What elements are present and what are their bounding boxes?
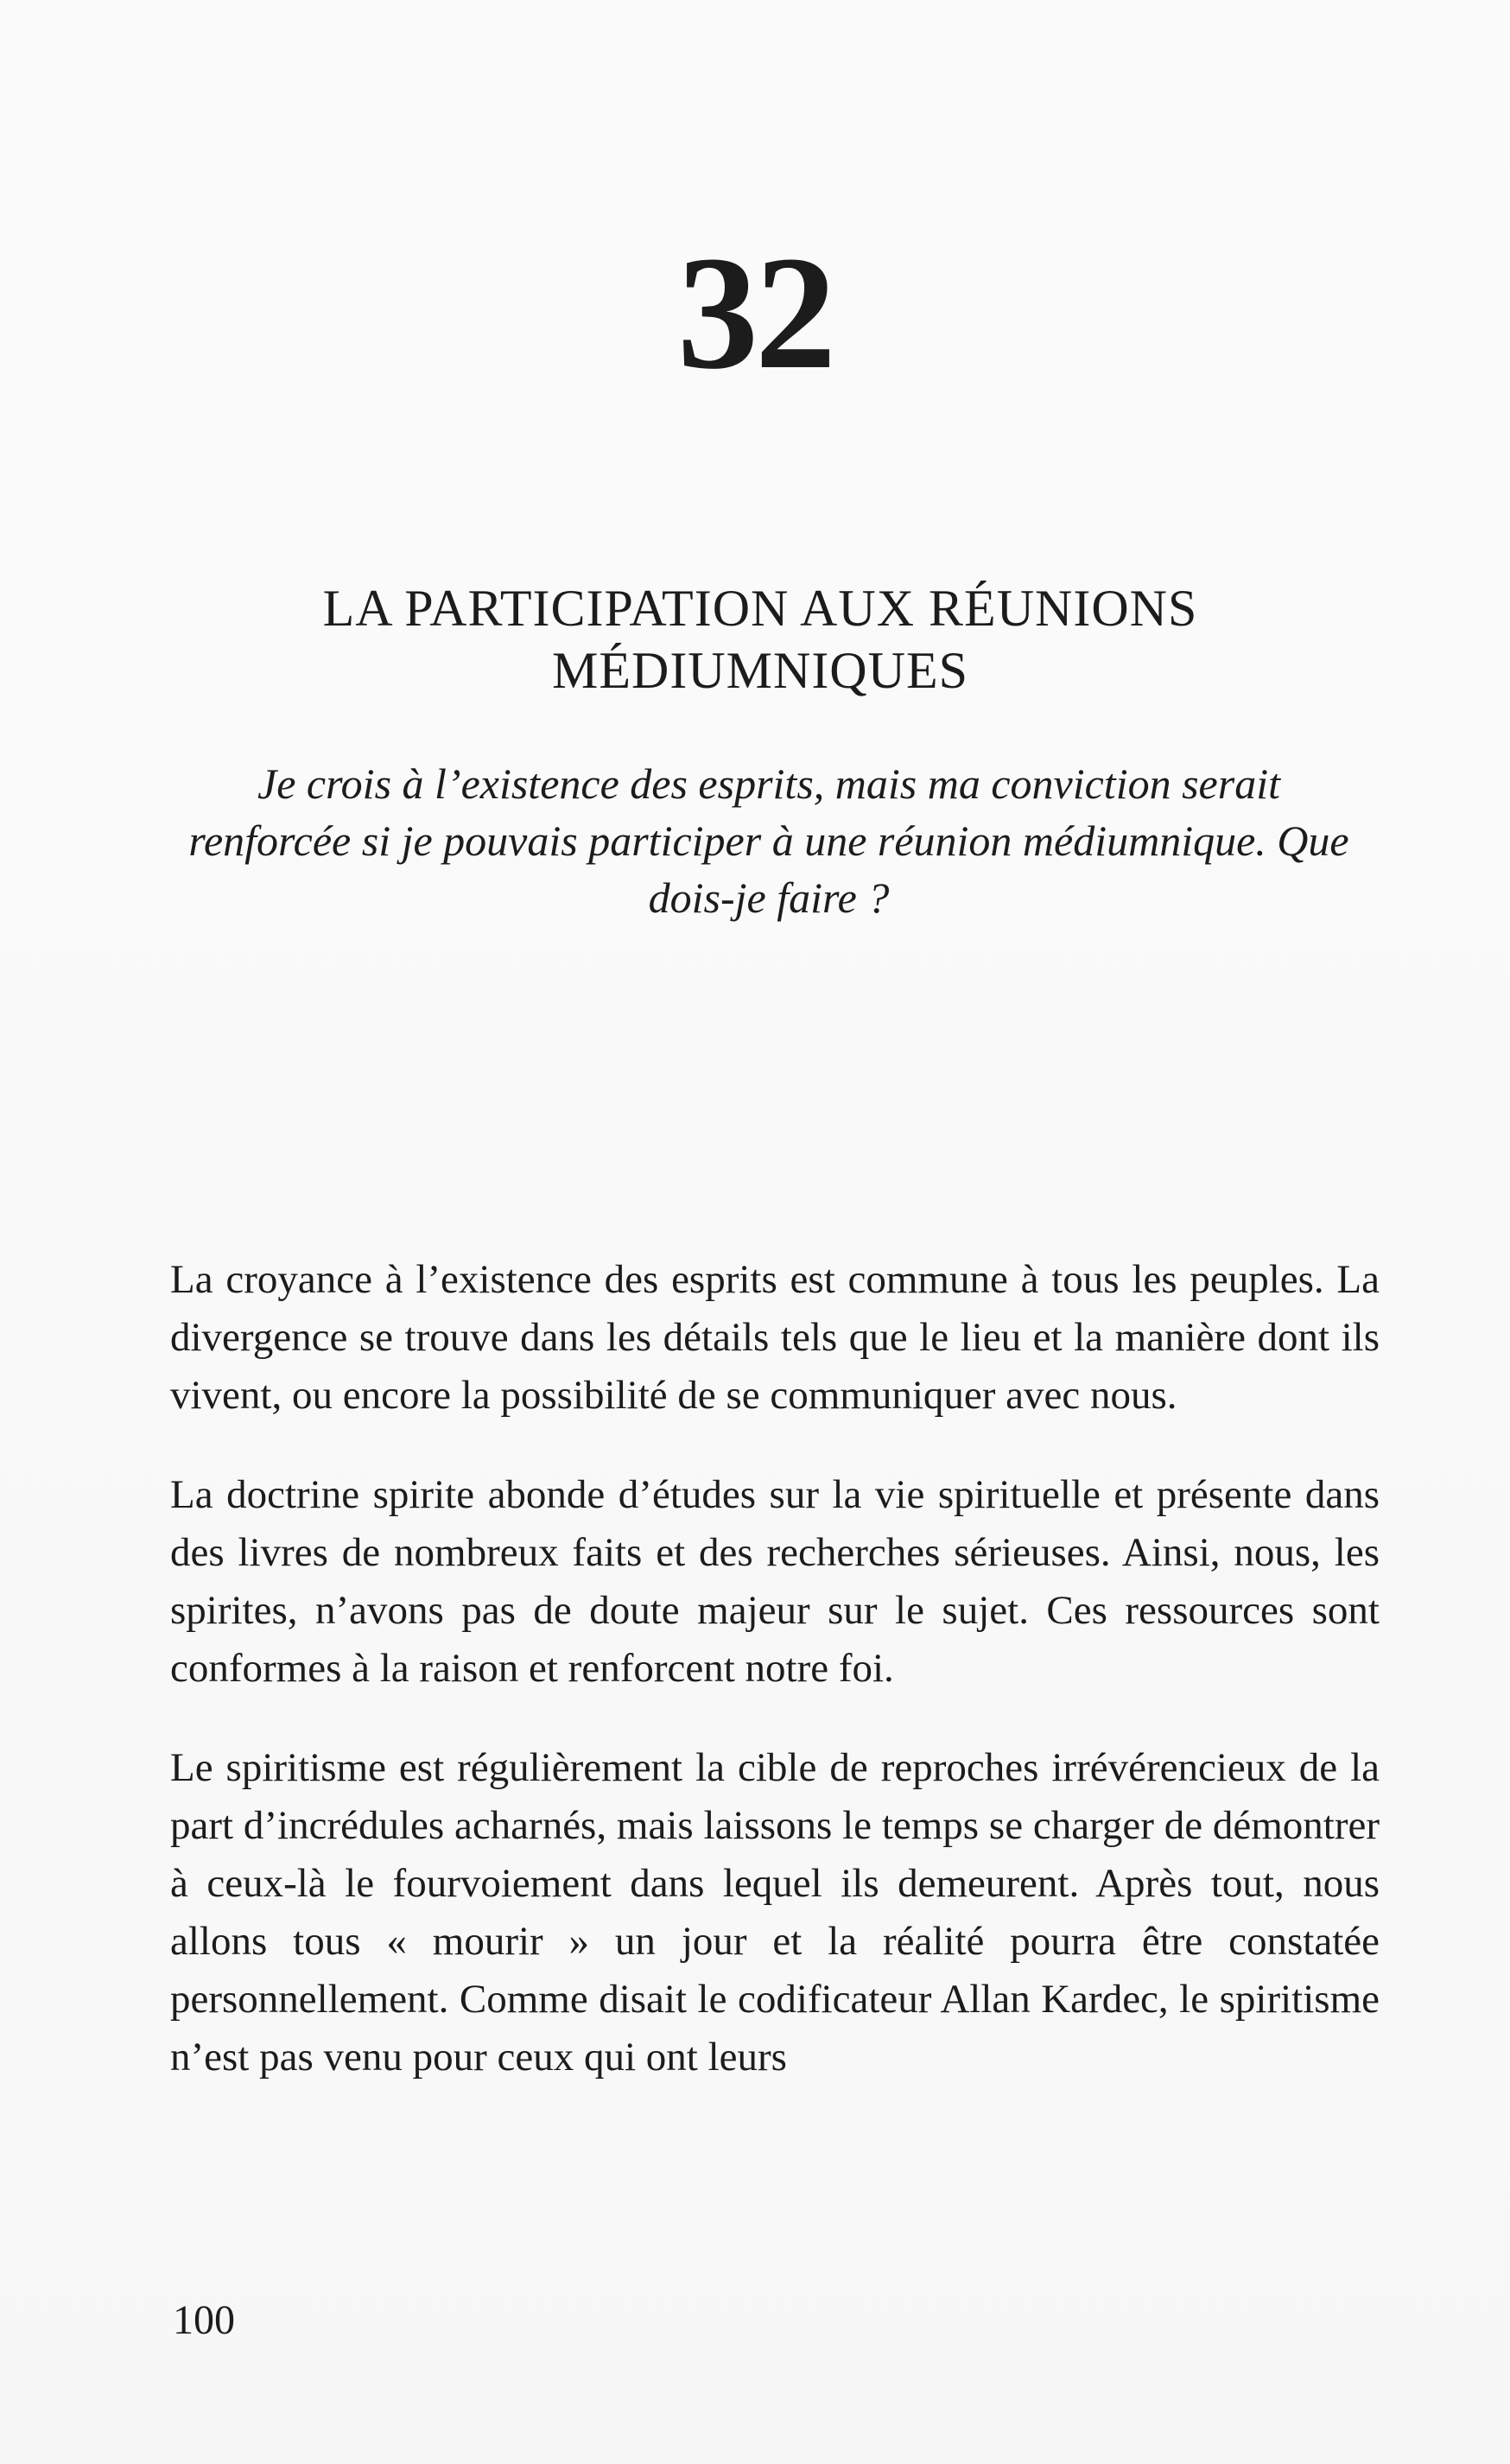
paragraph: La doctrine spirite abonde d’études sur la vie spirituelle et présente dans des livres de nombreux faits et des recherches sérieuses. Ainsi, nous, les spirites, n’avons pas de doute majeur sur le sujet. Ces ressources sont conformes à la raison et renforcent notre foi. xyxy=(170,1472,1380,1691)
chapter-number: 32 xyxy=(677,222,833,403)
chapter-title-line-1: LA PARTICIPATION AUX RÉUNIONS xyxy=(322,580,1198,637)
page-number: 100 xyxy=(173,2297,235,2343)
paragraph: Le spiritisme est régulièrement la cible de reproches irrévérencieux de la part d’incrédules acharnés, mais laissons le temps se charger de démontrer à ceux-là le fourvoiement dans lequel ils demeurent. Après tout, nous allons tous « mourir » un jour et la réalité pourra être constatée personnellement. Comme disait le codificateur Allan Kardec, le spiritisme n’est pas venu pour ceux qui ont leurs xyxy=(170,1745,1380,2080)
chapter-title xyxy=(259,577,1261,702)
chapter-title-line-2: MÉDIUMNIQUES xyxy=(552,642,968,699)
chapter-epigraph: Je crois à l’existence des esprits, mais ma conviction serait renforcée si je pouvais participer à une réunion médiumnique. Que dois-je faire ? xyxy=(188,759,1349,922)
paragraph: La croyance à l’existence des esprits est commune à tous les peuples. La divergence se trouve dans les détails tels que le lieu et la manière dont ils vivent, ou encore la possibilité de se communiquer avec nous. xyxy=(170,1257,1380,1418)
body-text xyxy=(170,1251,1380,2128)
